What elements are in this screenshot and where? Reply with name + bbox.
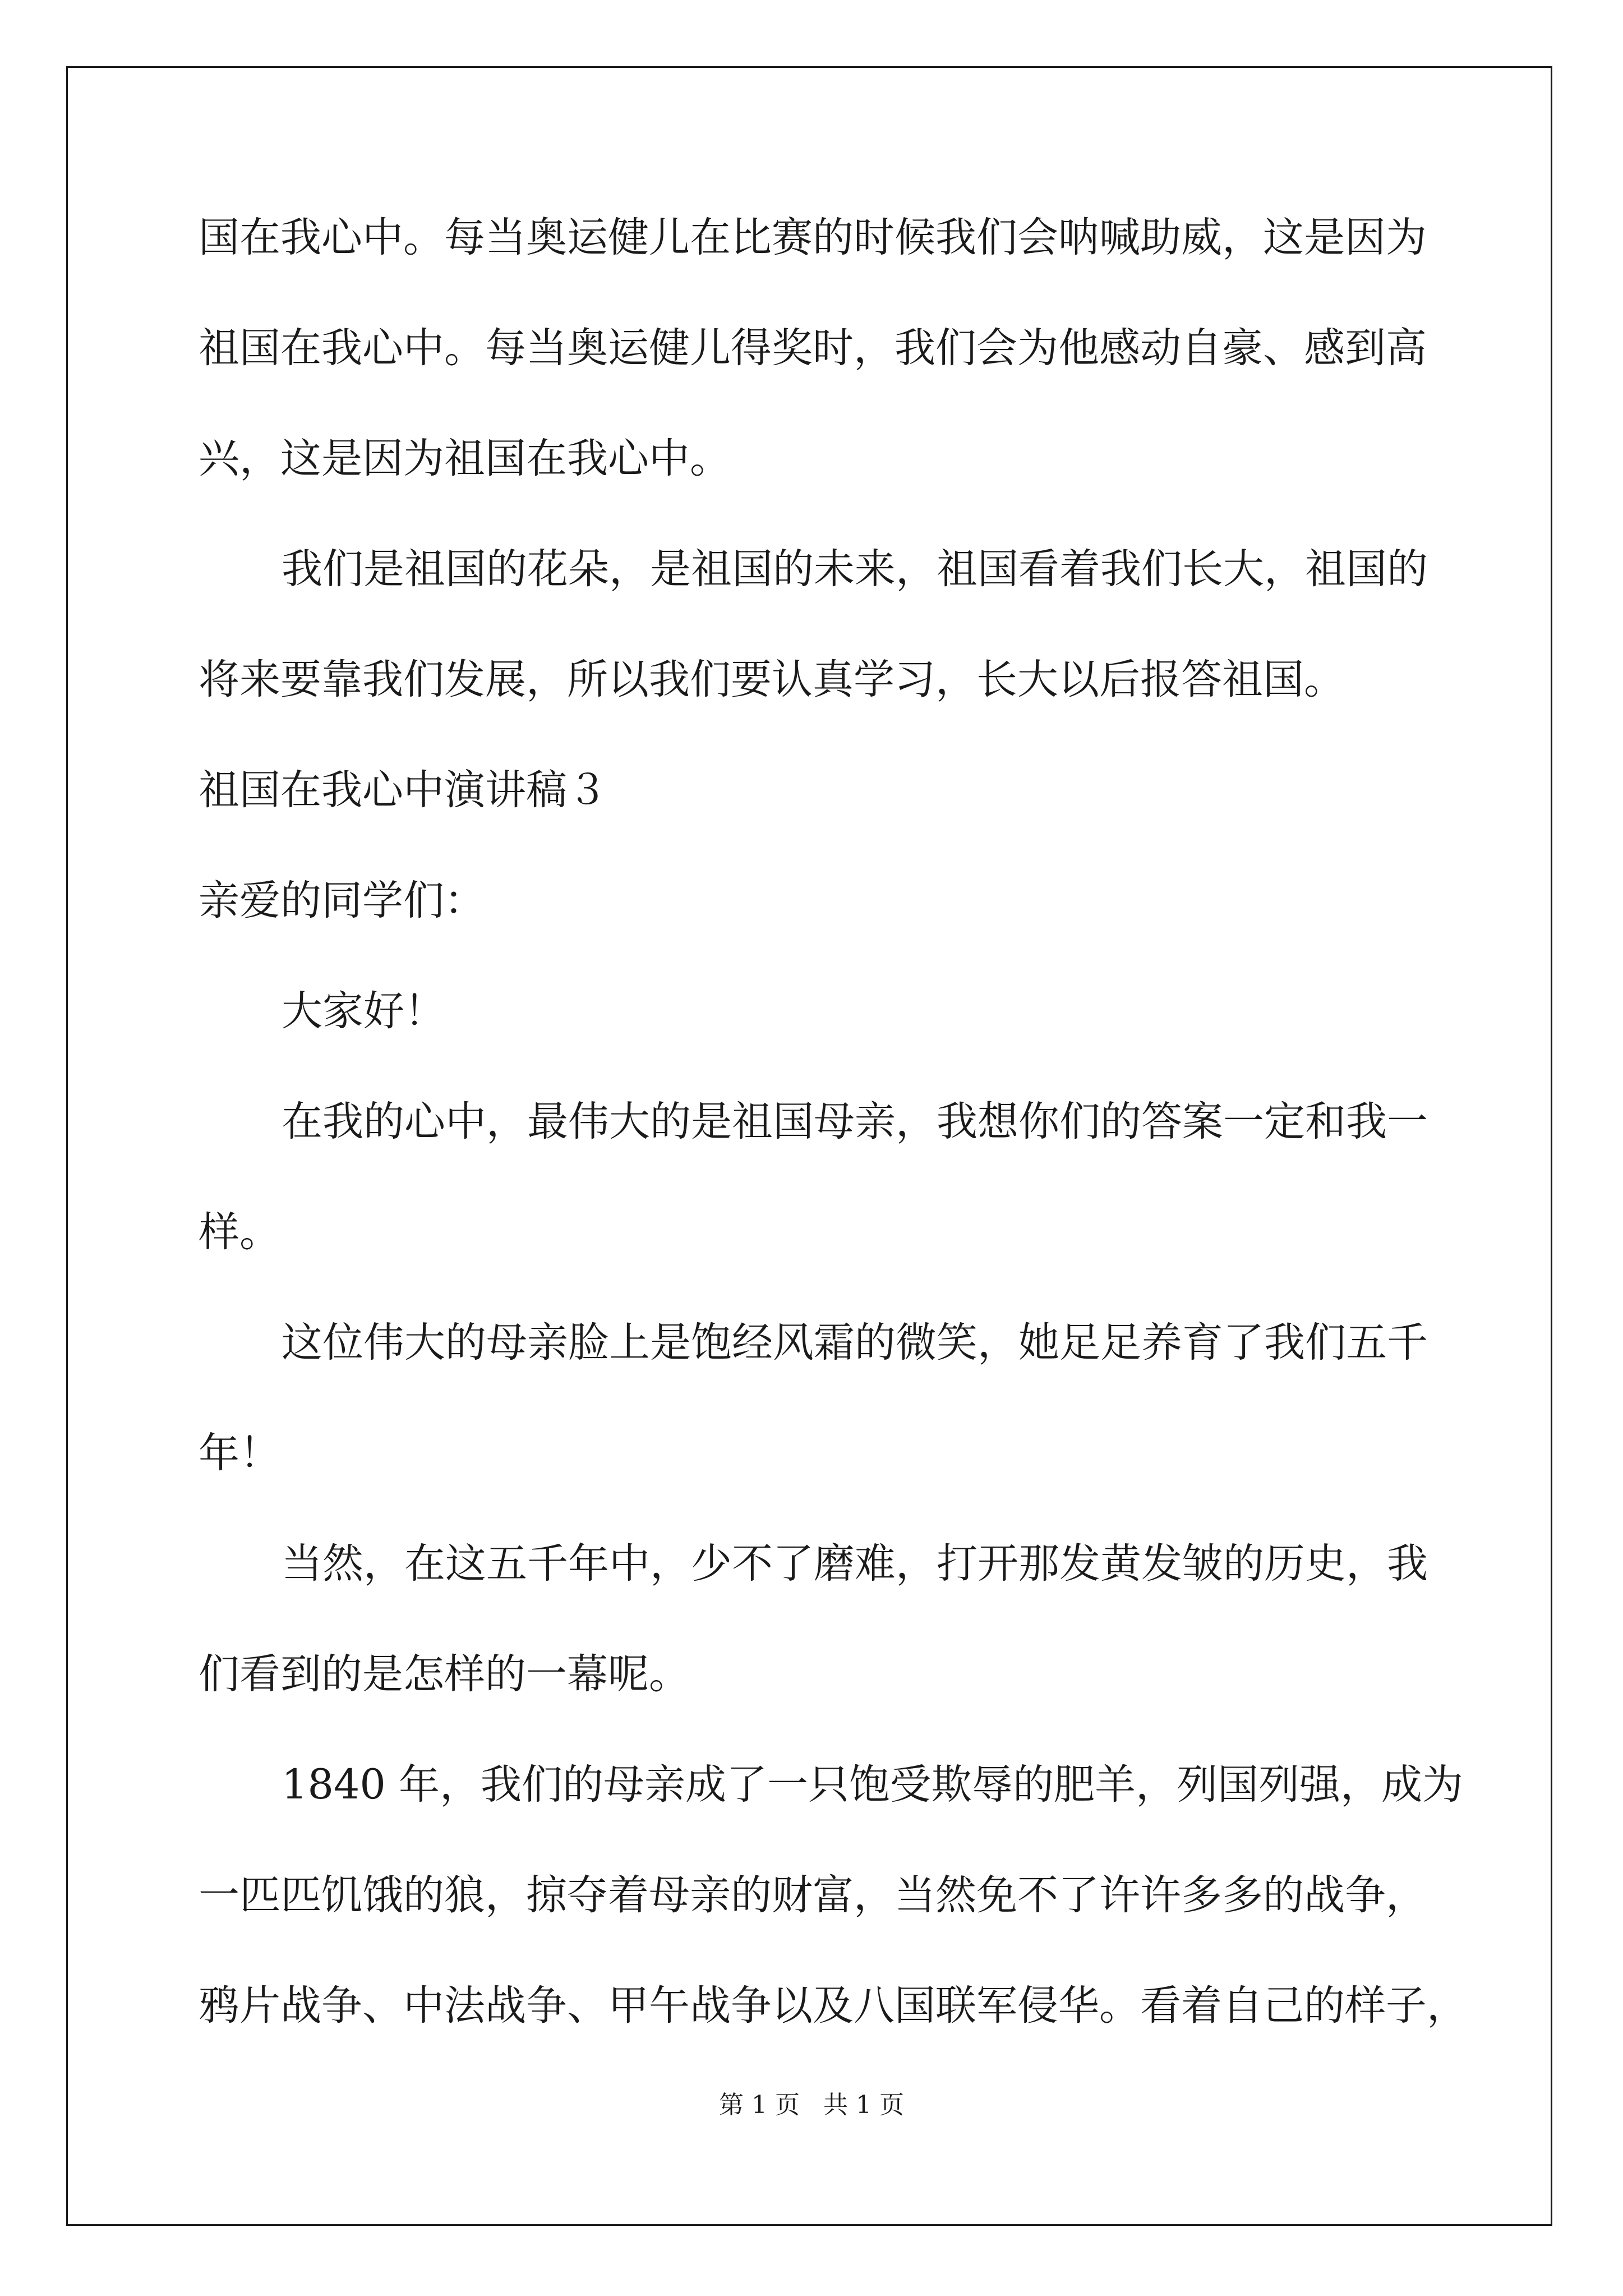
text-line: 年！ <box>199 1429 280 1477</box>
text-line: 一匹匹饥饿的狼，掠夺着母亲的财富，当然免不了许许多多的战争， <box>199 1871 1427 1919</box>
text-line: 兴，这是因为祖国在我心中。 <box>199 435 731 482</box>
text-line: 当然，在这五千年中，少不了磨难，打开那发黄发皱的历史，我 <box>282 1540 1428 1588</box>
text-line: 祖国在我心中。每当奥运健儿得奖时，我们会为他感动自豪、感到高 <box>199 324 1427 372</box>
section-heading: 祖国在我心中演讲稿３ <box>199 766 608 814</box>
text-line: 将来要靠我们发展，所以我们要认真学习，长大以后报答祖国。 <box>199 656 1345 703</box>
text-line: 鸦片战争、中法战争、甲午战争以及八国联军侵华。看着自己的样子， <box>199 1982 1468 2030</box>
text-line: 们看到的是怎样的一幕呢。 <box>199 1650 690 1698</box>
text-line: 在我的心中，最伟大的是祖国母亲，我想你们的答案一定和我一 <box>282 1098 1428 1145</box>
text-line: 样。 <box>199 1208 280 1256</box>
salutation: 亲爱的同学们： <box>199 877 485 924</box>
text-line: 1840 年，我们的母亲成了一只饱受欺辱的肥羊，列国列强，成为 <box>282 1761 1463 1809</box>
page-footer: 第 1 页 共 1 页 <box>719 2091 904 2119</box>
text-line: 我们是祖国的花朵，是祖国的未来，祖国看着我们长大，祖国的 <box>282 545 1428 593</box>
text-line: 国在我心中。每当奥运健儿在比赛的时候我们会呐喊助威，这是因为 <box>199 214 1427 261</box>
text-line: 这位伟大的母亲脸上是饱经风霜的微笑，她足足养育了我们五千 <box>282 1319 1428 1366</box>
greeting: 大家好！ <box>282 987 445 1035</box>
